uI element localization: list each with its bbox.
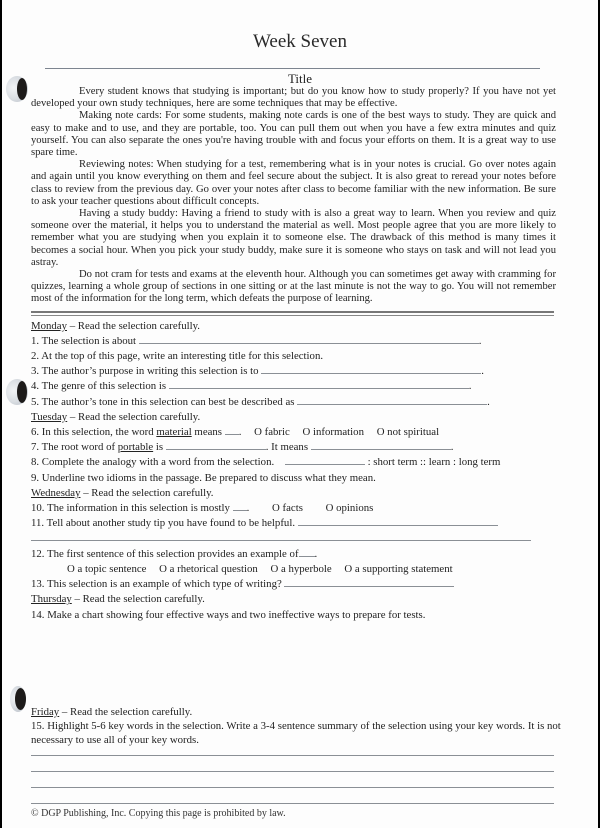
friday-section	[31, 705, 561, 747]
day-label: Tuesday	[31, 410, 68, 423]
writing-line[interactable]	[31, 756, 554, 772]
question-text: 3. The author’s purpose in writing this selection is to	[31, 365, 259, 378]
day-label: Thursday	[31, 593, 72, 606]
answer-blank[interactable]	[311, 440, 451, 450]
question-11	[31, 516, 561, 531]
question-text: 11. Tell about another study tip you have found to be helpful.	[31, 517, 296, 530]
question-12: 12. The first sentence of this selection provides an example of .	[31, 547, 318, 560]
summary-writing-lines	[31, 755, 554, 804]
section-divider	[31, 315, 554, 316]
week-title: Week Seven	[253, 31, 347, 52]
question-8	[31, 455, 561, 470]
day-instruction: – Read the selection carefully.	[67, 319, 201, 332]
question-12-options	[31, 562, 561, 577]
punch-hole-icon	[6, 379, 28, 405]
day-heading-monday	[31, 319, 561, 334]
day-label: Friday	[31, 705, 60, 718]
answer-blank[interactable]	[225, 425, 239, 435]
answer-blank[interactable]	[297, 395, 487, 405]
question-text: 5. The author’s tone in this selection can best be described as	[31, 395, 295, 408]
writing-line[interactable]	[31, 772, 554, 788]
day-instruction: – Read the selection carefully.	[67, 410, 201, 423]
copyright-footer: © DGP Publishing, Inc. Copying this page is prohibited by law.	[31, 807, 286, 819]
question-text: 14. Make a chart showing four effective ways and two ineffective ways to prepare for tests.	[31, 608, 426, 621]
vocab-word: portable	[117, 441, 154, 454]
punch-hole-icon	[10, 686, 26, 712]
answer-blank[interactable]	[31, 540, 531, 541]
day-instruction: – Read the selection carefully.	[80, 486, 214, 499]
answer-blank[interactable]	[169, 379, 469, 389]
question-text: 4. The genre of this selection is	[31, 380, 167, 393]
option-fabric[interactable]: O fabric	[254, 426, 290, 439]
answer-blank[interactable]	[284, 577, 454, 587]
option-supporting-statement[interactable]: O a supporting statement	[344, 562, 453, 575]
passage-paragraph: Every student knows that studying is important; but do you know how to study properly? If you have not yet developed your own study techniques, here are some techniques that may be effective.	[31, 86, 556, 110]
passage-paragraph: Do not cram for tests and exams at the eleventh hour. Although you can sometimes get away with cramming for quizzes, learning a whole group of sections in one sitting or at the last minute is not the way to go. You will not remember most of the information for the long term, which defeats the purpose of learning.	[31, 269, 556, 305]
question-text: 8. Complete the analogy with a word from the selection.	[31, 456, 275, 469]
answer-blank[interactable]	[299, 547, 315, 557]
passage-paragraph: Making note cards: For some students, making note cards is one of the best ways to study. They are quick and easy to make and to use, and they are portable, too. You can pull them out when you have a few extra minutes and quiz yourself. You can also separate the ones you're having trouble with and focus your efforts on them. It is a great way to use spare time.	[31, 110, 556, 159]
chart-answer-area[interactable]	[31, 623, 561, 705]
option-hyperbole[interactable]: O a hyperbole	[270, 562, 332, 575]
question-text: 13. This selection is an example of which type of writing?	[31, 578, 282, 591]
option-rhetorical-question[interactable]: O a rhetorical question	[159, 562, 258, 575]
question-14	[31, 608, 561, 623]
question-text: is	[153, 441, 164, 454]
question-9	[31, 471, 561, 486]
day-instruction: – Read the selection carefully.	[59, 705, 193, 718]
question-10: 10. The information in this selection is mostly . O facts O opinions	[31, 502, 374, 515]
answer-blank[interactable]	[139, 334, 479, 344]
answer-blank[interactable]	[298, 516, 498, 526]
option-not-spiritual[interactable]: O not spiritual	[376, 426, 440, 439]
question-text: . It means	[265, 441, 309, 454]
question-5: 5. The author’s tone in this selection can best be described as .	[31, 395, 490, 408]
question-text: 1. The selection is about	[31, 334, 137, 347]
question-text: 2. At the top of this page, write an interesting title for this selection.	[31, 350, 324, 363]
question-text: means	[191, 426, 223, 439]
question-3: 3. The author’s purpose in writing this selection is to .	[31, 365, 484, 378]
reading-passage	[31, 86, 556, 306]
option-topic-sentence[interactable]: O a topic sentence	[67, 562, 147, 575]
day-heading-thursday	[31, 592, 561, 607]
answer-blank[interactable]	[285, 455, 365, 465]
answer-blank[interactable]	[233, 501, 247, 511]
answer-blank[interactable]	[166, 440, 266, 450]
option-opinions[interactable]: O opinions	[325, 502, 374, 515]
passage-paragraph: Having a study buddy: Having a friend to study with is also a great way to learn. When you review and quiz someone over the material, it helps you to understand the material as well. Most people agree that you are more likely to remember what you are studying when you explain it to someone else. The drawback of this method is many times it becomes a social hour. When you pick your study buddy, make sure it is someone who stays on task and will not lead you astray.	[31, 208, 556, 268]
title-divider	[45, 68, 540, 69]
question-6: 6. In this selection, the word material means . O fabric O information O not spiritual	[31, 426, 440, 439]
analogy-text: : short term :: learn : long term	[367, 456, 501, 469]
question-15: 15. Highlight 5-6 key words in the selection. Write a 3-4 sentence summary of the selection using your key words. It is not necessary to use all of your key words.	[31, 719, 561, 746]
question-1: 1. The selection is about .	[31, 334, 482, 347]
question-11-continuation	[31, 532, 561, 547]
day-heading-wednesday	[31, 486, 561, 501]
question-4: 4. The genre of this selection is .	[31, 380, 472, 393]
day-label: Wednesday	[31, 486, 81, 499]
passage-paragraph: Reviewing notes: When studying for a test, remembering what is in your notes is crucial. Go over notes again and again until you know everything on them and feel secure about the subject. It is also great to reread your notes before class to review from the previous day. Go over your notes after class to become familiar with the new information. Be sure to ask your teacher questions about difficult concepts.	[31, 159, 556, 207]
question-text: 9. Underline two idioms in the passage. Be prepared to discuss what they mean.	[31, 471, 376, 484]
question-13	[31, 577, 561, 592]
question-text: 6. In this selection, the word	[31, 426, 157, 439]
question-text: 10. The information in this selection is mostly	[31, 502, 230, 515]
section-divider	[31, 311, 554, 313]
question-text: 7. The root word of	[31, 441, 118, 454]
answer-blank[interactable]	[261, 364, 481, 374]
questions-section	[31, 319, 561, 705]
question-text: 12. The first sentence of this selection provides an example of	[31, 547, 299, 560]
day-heading-friday	[31, 705, 561, 719]
day-heading-tuesday	[31, 410, 561, 425]
option-facts[interactable]: O facts	[272, 502, 303, 515]
writing-line[interactable]	[31, 788, 554, 804]
day-label: Monday	[31, 319, 67, 332]
vocab-word: material	[156, 426, 192, 439]
question-2	[31, 349, 561, 364]
worksheet-page	[2, 0, 598, 828]
day-instruction: – Read the selection carefully.	[71, 593, 205, 606]
question-7: 7. The root word of portable is . It means .	[31, 441, 454, 454]
option-information[interactable]: O information	[302, 426, 364, 439]
passage-title: Title	[287, 71, 313, 86]
